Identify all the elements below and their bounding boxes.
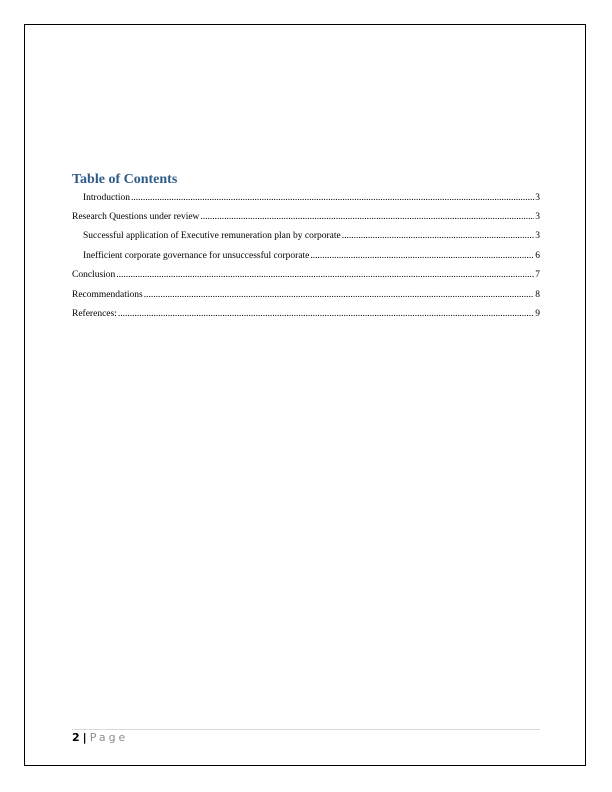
toc-entry-title: Research Questions under review (72, 212, 200, 222)
toc-leader-dots (118, 308, 534, 320)
toc-entry-title: Successful application of Executive remuneration plan by corporate (83, 231, 341, 241)
footer-page-number: 2 (72, 731, 80, 744)
toc-entry-title: References: (72, 309, 117, 319)
toc-entry-research-questions[interactable] (72, 211, 540, 223)
toc-entry-recommendations[interactable] (72, 289, 540, 301)
toc-entry-title: Conclusion (72, 270, 116, 280)
toc-entry-page: 3 (535, 193, 540, 203)
toc-entry-title: Inefficient corporate governance for unsuccessful corporate (83, 251, 310, 261)
toc-entry-page: 3 (535, 212, 540, 222)
toc-entry-introduction[interactable] (72, 192, 540, 204)
toc-entry-references[interactable] (72, 308, 540, 320)
toc-entry-page: 6 (535, 251, 540, 261)
toc-leader-dots (131, 192, 534, 204)
toc-entry-page: 3 (535, 231, 540, 241)
page-footer (72, 731, 128, 744)
toc-entry-page: 8 (535, 290, 540, 300)
toc-entry-page: 7 (535, 270, 540, 280)
toc-entry-successful-application[interactable] (72, 230, 540, 242)
toc-leader-dots (200, 211, 534, 223)
toc-entry-page: 9 (535, 309, 540, 319)
toc-leader-dots (342, 230, 535, 242)
toc-entry-inefficient-governance[interactable] (72, 250, 540, 262)
footer-page-word: Page (89, 731, 129, 744)
footer-separator: | (82, 731, 87, 744)
toc-leader-dots (310, 250, 534, 262)
toc-entry-title: Introduction (83, 193, 130, 203)
footer-divider (72, 729, 540, 730)
toc-leader-dots (116, 269, 534, 281)
toc-heading: Table of Contents (72, 172, 178, 187)
toc-leader-dots (144, 289, 535, 301)
toc-entry-title: Recommendations (72, 290, 143, 300)
page-border (24, 24, 586, 766)
toc-entry-conclusion[interactable] (72, 269, 540, 281)
